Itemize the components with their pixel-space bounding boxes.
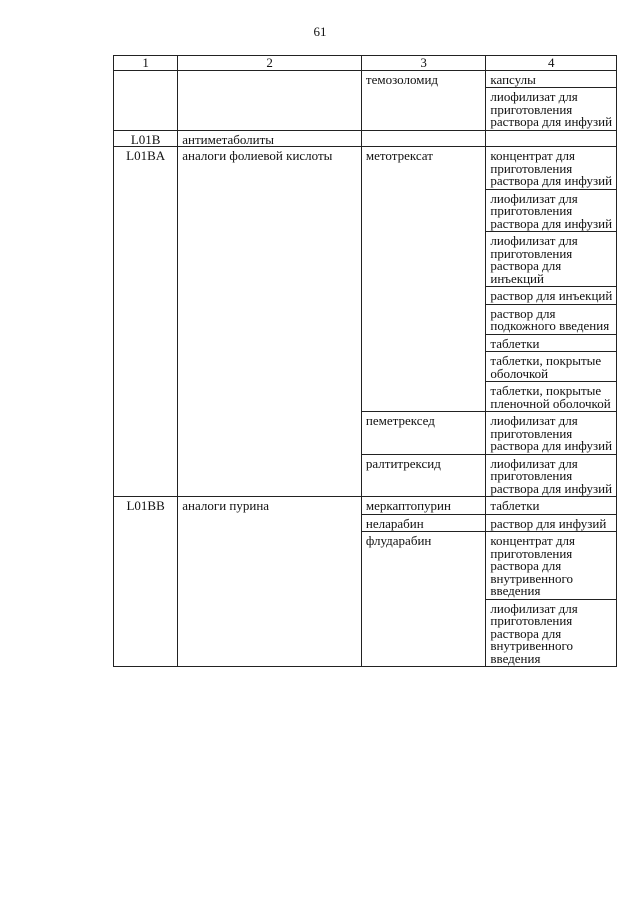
drug-name-cell: метотрексат [361,147,485,412]
dosage-form: концентрат для приготовления раствора для внутривенного введения [486,532,616,600]
dosage-forms-cell [486,454,617,497]
drug-name-cell: темозоломид [361,70,485,130]
dosage-form: таблетки, покрытые оболочкой [486,352,616,382]
atc-code-cell: L01BB [114,497,178,667]
dosage-forms-cell [486,514,617,532]
dosage-forms-cell [486,130,617,147]
group-name-cell [178,70,362,130]
dosage-form: концентрат для приготовления раствора для инфузий [486,147,616,190]
table-row [114,497,617,515]
page-number: 61 [313,24,327,39]
dosage-form: капсулы [486,71,616,89]
table-header-row [114,56,617,71]
dosage-form: лиофилизат для приготовления раствора для внутривенного введения [490,600,578,666]
table-row [114,70,617,130]
dosage-form: раствор для инфузий [490,515,607,531]
dosage-forms-cell [486,497,617,515]
dosage-form: раствор для инъекций [486,287,616,305]
table-body [114,70,617,667]
table-row [114,130,617,147]
drug-name-cell: ралтитрексид [361,454,485,497]
drug-name-cell: неларабин [361,514,485,532]
group-name-cell: антиметаболиты [178,130,362,147]
dosage-forms-cell [486,412,617,455]
dosage-form: таблетки, покрытые пленочной оболочкой [490,383,611,411]
dosage-form: лиофилизат для приготовления раствора для инфузий [486,190,616,233]
dosage-forms-cell [486,147,617,412]
column-header: 1 [114,56,178,71]
atc-code-cell [114,70,178,130]
dosage-form: таблетки [486,335,616,353]
group-name-cell: аналоги фолиевой кислоты [178,147,362,497]
dosage-forms-cell [486,70,617,130]
atc-code-cell: L01B [114,130,178,147]
drug-name-cell: меркаптопурин [361,497,485,515]
column-header: 2 [178,56,362,71]
drug-name-cell [361,130,485,147]
dosage-form: лиофилизат для приготовления раствора для инфузий [490,413,613,453]
dosage-forms-cell [486,532,617,667]
dosage-form: лиофилизат для приготовления раствора для инфузий [490,455,613,496]
dosage-form: лиофилизат для приготовления раствора для инфузий [490,89,613,129]
drug-name-cell: пеметрексед [361,412,485,455]
column-header: 4 [486,56,617,71]
column-header: 3 [361,56,485,71]
dosage-form: лиофилизат для приготовления раствора для инъекций [486,232,616,287]
dosage-form: таблетки [490,498,540,513]
atc-code-cell: L01BA [114,147,178,497]
table-row [114,147,617,412]
dosage-form: раствор для подкожного введения [486,305,616,335]
drug-table [113,55,617,667]
group-name-cell: аналоги пурина [178,497,362,667]
drug-name-cell: флударабин [361,532,485,667]
